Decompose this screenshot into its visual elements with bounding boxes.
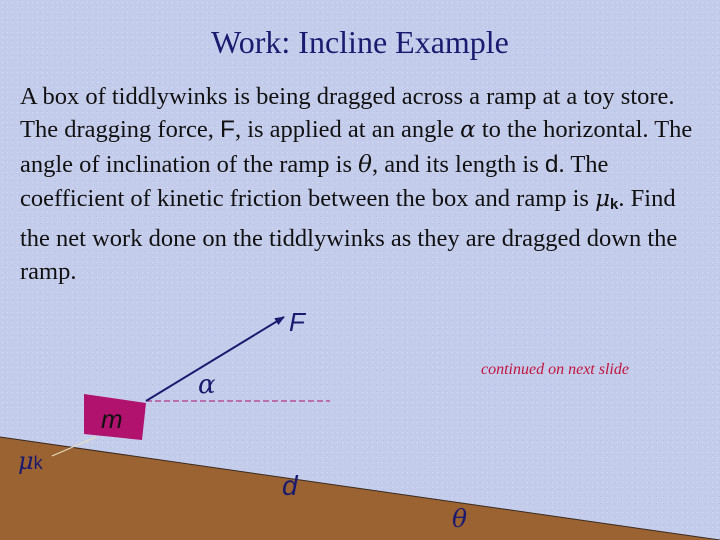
problem-text-part: . The coefficient of kinetic friction between the box and ramp is (20, 150, 609, 213)
mu-symbol: μ (18, 447, 34, 475)
problem-text-part: , and its length is (372, 150, 545, 178)
problem-text-part: , is applied at an angle (234, 116, 461, 144)
alpha-symbol: α (460, 117, 476, 144)
theta-symbol: θ (358, 151, 373, 178)
alpha-angle-label: α (198, 370, 216, 400)
problem-text-part: to the horizontal. The angle of inclination of the ramp is (20, 116, 693, 178)
continued-note: continued on next slide (481, 361, 629, 378)
problem-text-part: A box of tiddlywinks is being dragged across a ramp at a toy store. The dragging force, (20, 83, 675, 144)
distance-symbol: d (544, 150, 559, 178)
slide-title: Work: Incline Example (211, 24, 509, 60)
theta-angle-label: θ (452, 504, 468, 533)
force-label: F (289, 307, 305, 337)
problem-text-part: . Find the net work done on the tiddlywinks as they are dragged down the ramp. (20, 185, 678, 286)
mu-subscript: k (33, 453, 43, 473)
friction-coefficient-label (18, 447, 43, 475)
mass-label: m (101, 404, 123, 434)
distance-label: d (282, 470, 298, 501)
mu-symbol: μ (595, 186, 611, 213)
mu-subscript: k (610, 196, 619, 214)
force-symbol: F (220, 116, 235, 144)
